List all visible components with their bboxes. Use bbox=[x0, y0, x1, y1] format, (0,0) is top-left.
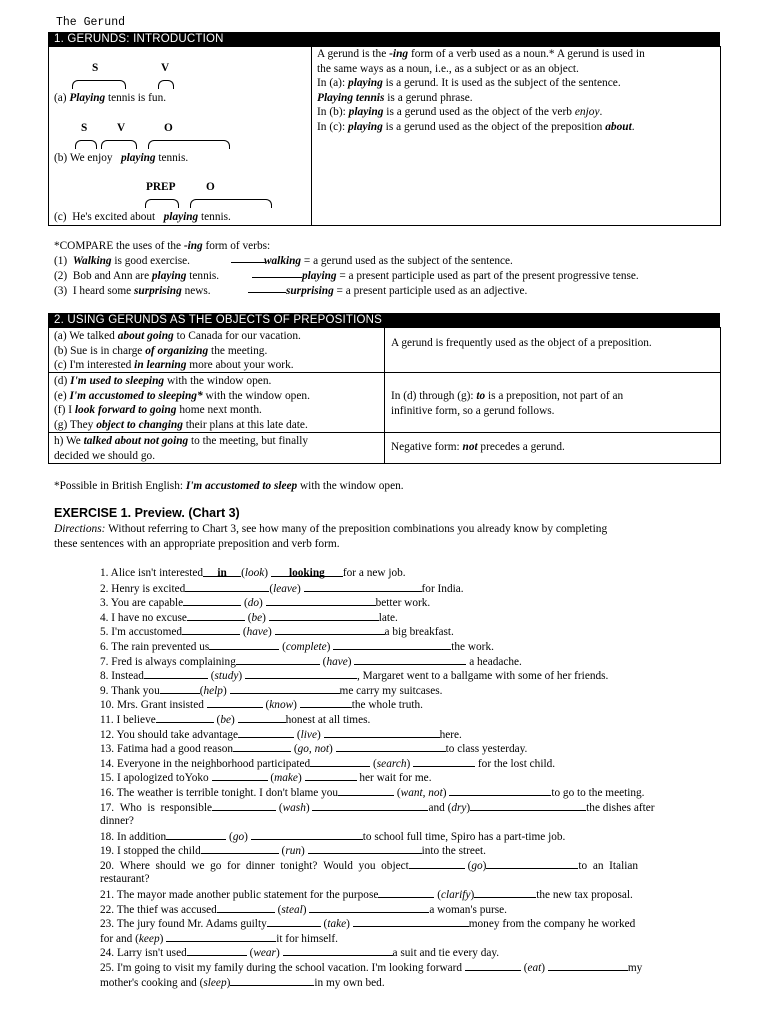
exercise-item-16: 16. The weather is terrible tonight. I don't blame you (want, not) to go to the meeting. bbox=[100, 786, 645, 799]
label-subject-a: S bbox=[92, 62, 99, 74]
compare-desc-1: walking = a gerund used as the subject of the sentence. bbox=[264, 255, 513, 267]
exercise-items: 1. Alice isn't interested in (look) looking for a new job. 2. Henry is excited (leave) for India. 3. You are capable (do) better work. 4. I have no excuse (be) late. 5. I'm accustomed (have) a big breakfast. 6. The rain prevented us (complete) the work. 7. Fred is always complaining (have) a headache. 8. Instead (study) , Margaret went to a ballgame with some of her friends. 9. Thank you (help) me carry my suitcases. 10. Mrs. Grant insisted (know) the whole truth. 11. I believe (be) honest at all times. 12. You should take advantage (live) here. 13. Fatima had a good reason (go, not) to class yesterday. 14. Everyone in the neighborhood participated (search) for the lost child. 15. I apologized toYoko (make) her wait for me. 16. The weather is terrible tonight. I don't blame you (want, not) to go to the meeting. 17. Who is responsible (wash) and (dry) the dishes after dinner? 18. In addition (go) to school full time, Spiro has a part-time job. 19. I stopped the child (run) into the street. 20. Where should we go for dinner tonight? Would you object (go) to an Italian restaurant? 21. The mayor made another public statement for the purpose (clarify) the new tax proposal. 22. The thief was accused (steal) a woman's purse. 23. The jury found Mr. Adams guilty (take) money from the company he worked for and (keep) it for himself. 24. Larry isn't used (wear) a suit and tie every day. 25. I'm going to visit my family during the school vacation. I'm looking forward (eat) my mother's cooking and (sleep) in my own bed. bbox=[100, 566, 730, 989]
example-a: (a) Playing tennis is fun. bbox=[54, 92, 167, 104]
exercise-item-24: 24. Larry isn't used (wear) a suit and tie every day. bbox=[100, 947, 500, 960]
section-header-introduction: 1. GERUNDS: INTRODUCTION bbox=[48, 32, 720, 46]
exercise-item-18: 18. In addition (go) to school full time, Spiro has a part-time job. bbox=[100, 830, 566, 843]
exercise-item-21: 21. The mayor made another public statement for the purpose (clarify) the new tax proposal. bbox=[100, 889, 633, 902]
exercise-title: EXERCISE 1. Preview. (Chart 3) bbox=[54, 506, 240, 520]
exercise-item-15: 15. I apologized toYoko (make) her wait for me. bbox=[100, 772, 432, 785]
example-b: (b) We enjoy playing tennis. bbox=[54, 152, 189, 164]
prepositions-note-2: In (d) through (g): to is a preposition, not part of an infinitive form, so a gerund follows. bbox=[391, 390, 624, 417]
exercise-item-23: 23. The jury found Mr. Adams guilty (take) money from the company he worked bbox=[100, 918, 636, 931]
section-header-objects-of-prepositions: 2. USING GERUNDS AS THE OBJECTS OF PREPOSITIONS bbox=[48, 313, 720, 327]
exercise-item-4: 4. I have no excuse (be) late. bbox=[100, 611, 398, 624]
exercise-directions: Directions: Without referring to Chart 3, see how many of the preposition combinations you already know by completing these sentences with an appropriate preposition and verb form. bbox=[54, 523, 608, 550]
compare-desc-2: playing = a present participle used as part of the present progressive tense. bbox=[302, 270, 639, 282]
exercise-item-8: 8. Instead (study) , Margaret went to a ballgame with some of her friends. bbox=[100, 670, 609, 683]
compare-row-3: (3) I heard some surprising news. bbox=[54, 285, 211, 297]
label-verb-a: V bbox=[161, 62, 170, 74]
label-verb-b: V bbox=[117, 122, 126, 134]
prepositions-group-1: (a) We talked about going to Canada for our vacation. (b) Sue is in charge of organizing the meeting. (c) I'm interested in learning more about your work. bbox=[54, 330, 301, 372]
introduction-explanation: A gerund is the -ing form of a verb used as a noun.* A gerund is used in the same ways as a noun, i.e., as a subject or as an object. In (a): playing is a gerund. It is used as the subject of the sentence. Playing tennis is a gerund phrase. In (b): playing is a gerund used as the object of the verb enjoy. In (c): playing is a gerund used as the object of the preposition about. bbox=[317, 48, 645, 133]
prepositions-note-3: Negative form: not precedes a gerund. bbox=[391, 441, 565, 453]
british-english-footnote: *Possible in British English: I'm accustomed to sleep with the window open. bbox=[54, 480, 404, 492]
exercise-item-19: 19. I stopped the child (run) into the street. bbox=[100, 845, 486, 858]
compare-row-1: (1) Walking is good exercise. bbox=[54, 255, 190, 267]
exercise-item-3: 3. You are capable (do) better work. bbox=[100, 597, 431, 610]
exercise-item-7: 7. Fred is always complaining (have) a headache. bbox=[100, 655, 522, 668]
label-subject-b: S bbox=[81, 122, 88, 134]
label-prep-c: PREP bbox=[146, 181, 176, 193]
exercise-item-10: 10. Mrs. Grant insisted (know) the whole truth. bbox=[100, 699, 423, 712]
exercise-item-9: 9. Thank you (help) me carry my suitcases. bbox=[100, 684, 443, 697]
exercise-item-13: 13. Fatima had a good reason (go, not) to class yesterday. bbox=[100, 743, 528, 756]
label-object-b: O bbox=[164, 122, 173, 134]
exercise-item-1: 1. Alice isn't interested in (look) looking for a new job. bbox=[100, 567, 406, 579]
exercise-item-22: 22. The thief was accused (steal) a woman's purse. bbox=[100, 903, 507, 916]
compare-desc-3: surprising = a present participle used as an adjective. bbox=[286, 285, 528, 297]
exercise-item-20: 20. Where should we go for dinner tonight? Would you object (go) to an Italian bbox=[100, 859, 639, 872]
exercise-item-11: 11. I believe (be) honest at all times. bbox=[100, 713, 371, 726]
exercise-item-6: 6. The rain prevented us (complete) the work. bbox=[100, 640, 494, 653]
exercise-item-17: 17. Who is responsible (wash) and (dry) the dishes after bbox=[100, 801, 655, 814]
label-object-c: O bbox=[206, 181, 215, 193]
compare-row-2: (2) Bob and Ann are playing tennis. bbox=[54, 270, 220, 282]
prepositions-group-2: (d) I'm used to sleeping with the window open. (e) I'm accustomed to sleeping* with the window open. (f) I look forward to going home next month. (g) They object to changing their plans at this late date. bbox=[54, 375, 310, 431]
exercise-item-14: 14. Everyone in the neighborhood participated (search) for the lost child. bbox=[100, 757, 556, 770]
prepositions-note-1: A gerund is frequently used as the object of a preposition. bbox=[391, 337, 652, 349]
exercise-item-2: 2. Henry is excited (leave) for India. bbox=[100, 582, 464, 595]
compare-intro: *COMPARE the uses of the -ing form of verbs: bbox=[54, 240, 271, 252]
exercise-item-12: 12. You should take advantage (live) here. bbox=[100, 728, 462, 741]
example-c: (c) He's excited about playing tennis. bbox=[54, 211, 231, 223]
document-title: The Gerund bbox=[56, 16, 126, 29]
exercise-item-25: 25. I'm going to visit my family during the school vacation. I'm looking forward (eat) my bbox=[100, 962, 643, 975]
prepositions-group-3: h) We talked about not going to the meeting, but finally decided we should go. bbox=[54, 435, 309, 462]
exercise-item-5: 5. I'm accustomed (have) a big breakfast. bbox=[100, 626, 454, 639]
